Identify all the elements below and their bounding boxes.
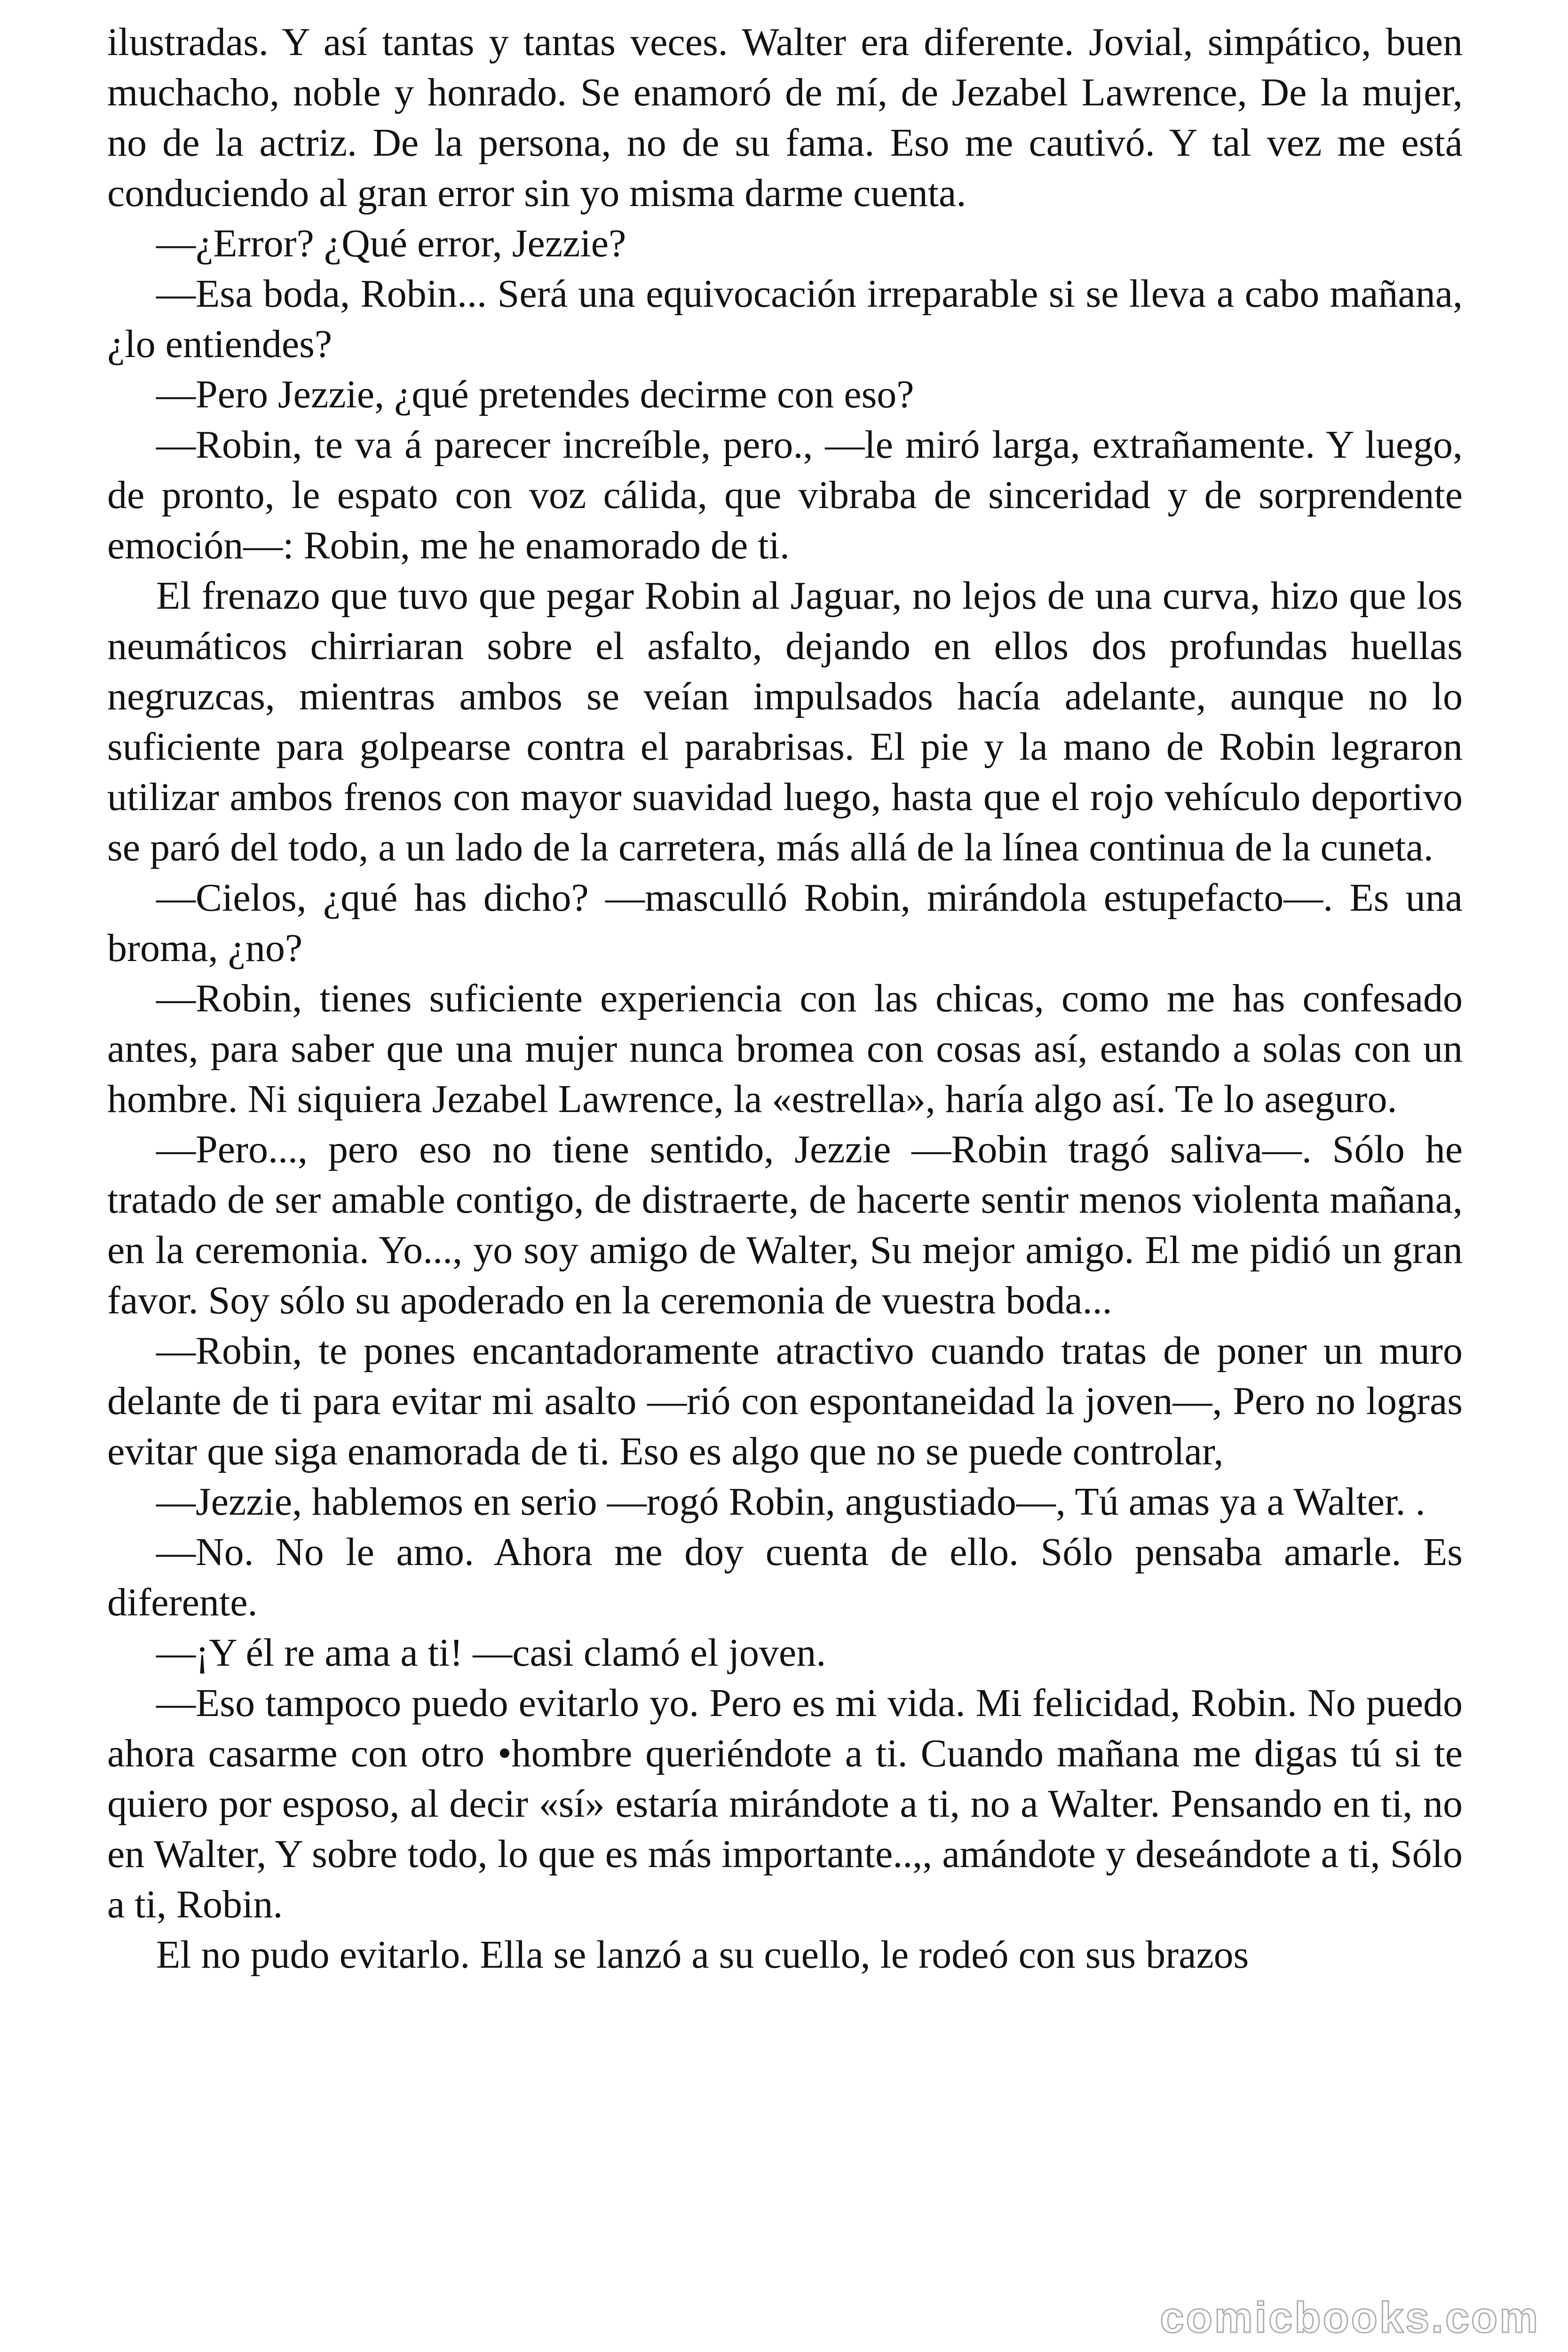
- paragraph-8: —Robin, tienes suficiente experiencia con las chicas, como me has confesado antes, para saber que una mujer nunca bromea con cosas así, estando a solas con un hombre. Ni siquiera Jezabel Lawrence, la «estrella», haría algo así. Te lo aseguro.: [107, 977, 1463, 1121]
- paragraph-15: El no pudo evitarlo. Ella se lanzó a su cuello, le rodeó con sus brazos: [156, 1933, 1249, 1977]
- paragraph-5: —Robin, te va á parecer increíble, pero., —le miró larga, extrañamente. Y luego, de pronto, le espato con voz cálida, que vibraba de sinceridad y de sorprendente emoción—: Robin, me he enamorado de ti.: [107, 423, 1463, 567]
- page-text: [107, 17, 1463, 1980]
- paragraph-4: —Pero Jezzie, ¿qué pretendes decirme con eso?: [156, 373, 914, 416]
- watermark: comicbooks.com: [1160, 2294, 1540, 2342]
- paragraph-7: —Cielos, ¿qué has dicho? —masculló Robin, mirándola estupefacto—. Es una broma, ¿no?: [107, 876, 1463, 970]
- paragraph-1: ilustradas. Y así tantas y tantas veces. Walter era diferente. Jovial, simpático, buen muchacho, noble y honrado. Se enamoró de mí, de Jezabel Lawrence, De la mujer, no de la actriz. De la persona, no de su fama. Eso me cautivó. Y tal vez me está conduciendo al gran error sin yo misma darme cuenta.: [107, 20, 1463, 215]
- paragraph-13: —¡Y él re ama a ti! —casi clamó el joven.: [156, 1631, 826, 1675]
- paragraph-2: —¿Error? ¿Qué error, Jezzie?: [156, 222, 626, 265]
- paragraph-6: El frenazo que tuvo que pegar Robin al Jaguar, no lejos de una curva, hizo que los neumáticos chirriaran sobre el asfalto, dejando en ellos dos profundas huellas negruzcas, mientras ambos se veían impulsados hacía adelante, aunque no lo suficiente para golpearse contra el parabrisas. El pie y la mano de Robin legraron utilizar ambos frenos con mayor suavidad luego, hasta que el rojo vehículo deportivo se paró del todo, a un lado de la carretera, más allá de la línea continua de la cuneta.: [107, 574, 1463, 869]
- paragraph-3: —Esa boda, Robin... Será una equivocación irreparable si se lleva a cabo mañana, ¿lo entiendes?: [107, 272, 1463, 366]
- paragraph-9: —Pero..., pero eso no tiene sentido, Jezzie —Robin tragó saliva—. Sólo he tratado de ser amable contigo, de distraerte, de hacerte sentir menos violenta mañana, en la ceremonia. Yo..., yo soy amigo de Walter, Su mejor amigo. El me pidió un gran favor. Soy sólo su apoderado en la ceremonia de vuestra boda...: [107, 1128, 1463, 1322]
- paragraph-14: —Eso tampoco puedo evitarlo yo. Pero es mi vida. Mi felicidad, Robin. No puedo ahora casarme con otro •hombre queriéndote a ti. Cuando mañana me digas tú si te quiero por esposo, al decir «sí» estaría mirándote a ti, no a Walter. Pensando en ti, no en Walter, Y sobre todo, lo que es más importante..,, amándote y deseándote a ti, Sólo a ti, Robin.: [107, 1681, 1463, 1926]
- paragraph-11: —Jezzie, hablemos en serio —rogó Robin, angustiado—, Tú amas ya a Walter. .: [156, 1480, 1425, 1524]
- paragraph-10: —Robin, te pones encantadoramente atractivo cuando tratas de poner un muro delante de ti para evitar mi asalto —rió con espontaneidad la joven—, Pero no logras evitar que siga enamorada de ti. Eso es algo que no se puede controlar,: [107, 1329, 1463, 1473]
- paragraph-12: —No. No le amo. Ahora me doy cuenta de ello. Sólo pensaba amarle. Es diferente.: [107, 1530, 1463, 1624]
